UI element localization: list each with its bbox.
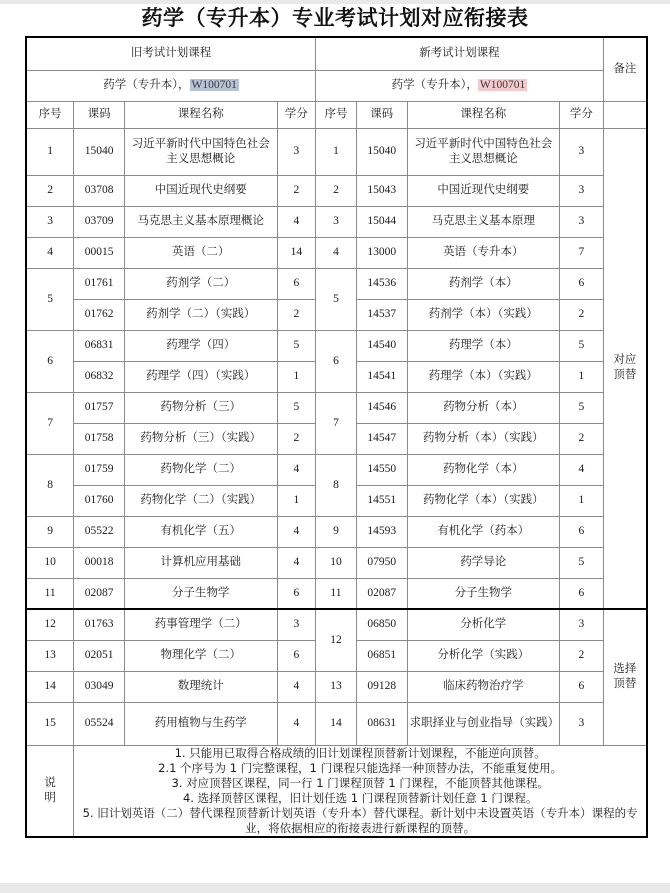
notes-label <box>26 745 74 837</box>
new-code: 07950 <box>356 547 407 578</box>
old-name: 英语（二） <box>125 237 277 268</box>
new-code: 14536 <box>356 268 407 299</box>
old-credit: 4 <box>277 516 316 547</box>
new-code: 14593 <box>356 516 407 547</box>
articulation-table <box>25 36 648 838</box>
old-major-code: W100701 <box>191 79 237 91</box>
old-name: 习近平新时代中国特色社会主义思想概论 <box>125 128 277 175</box>
col-header-old-name: 课程名称 <box>125 101 277 128</box>
old-code: 01762 <box>74 299 125 330</box>
new-code: 14550 <box>356 454 407 485</box>
new-no: 10 <box>316 547 357 578</box>
old-no: 9 <box>26 516 74 547</box>
note-line-1: 1. 只能用已取得合格成绩的旧计划课程顶替新计划课程，不能逆向顶替。 <box>174 745 546 760</box>
old-credit: 6 <box>277 268 316 299</box>
old-no: 11 <box>26 578 74 609</box>
new-credit: 2 <box>560 299 604 330</box>
table-row <box>26 702 647 745</box>
new-name: 分析化学（实践） <box>407 640 559 671</box>
col-header-remark-blank <box>603 101 647 128</box>
old-no: 4 <box>26 237 74 268</box>
old-credit: 1 <box>277 485 316 516</box>
new-credit: 3 <box>560 702 604 745</box>
new-name: 习近平新时代中国特色社会主义思想概论 <box>407 128 559 175</box>
col-header-old-no: 序号 <box>26 101 74 128</box>
table-group-header-row <box>26 37 647 70</box>
old-no: 10 <box>26 547 74 578</box>
new-no: 12 <box>316 609 357 671</box>
note-line-2: 2.1 个序号为 1 门完整课程，1 门课程只能选择一种顶替办法，不能重复使用。 <box>158 760 563 775</box>
old-name: 药物化学（二）（实践） <box>125 485 277 516</box>
remark-optional <box>603 609 647 745</box>
new-no: 6 <box>316 330 357 392</box>
new-code: 09128 <box>356 671 407 702</box>
new-code: 15044 <box>356 206 407 237</box>
old-no: 2 <box>26 175 74 206</box>
new-no: 11 <box>316 578 357 609</box>
table-row <box>26 671 647 702</box>
col-header-old-code: 课码 <box>74 101 125 128</box>
old-no: 6 <box>26 330 74 392</box>
old-credit: 3 <box>277 128 316 175</box>
old-no: 1 <box>26 128 74 175</box>
old-name: 马克思主义基本原理概论 <box>125 206 277 237</box>
new-name: 药物分析（本）（实践） <box>407 423 559 454</box>
new-name: 药物化学（本）（实践） <box>407 485 559 516</box>
new-no: 8 <box>316 454 357 516</box>
new-credit: 5 <box>560 547 604 578</box>
remark-optional-line1: 选择 <box>613 663 637 676</box>
new-name: 英语（专升本） <box>407 237 559 268</box>
new-credit: 6 <box>560 516 604 547</box>
table-row <box>26 454 647 485</box>
new-name: 分析化学 <box>407 609 559 640</box>
old-credit: 5 <box>277 392 316 423</box>
old-code: 01757 <box>74 392 125 423</box>
new-major-label: 药学（专升本）， <box>391 79 478 91</box>
new-name: 药理学（本）（实践） <box>407 361 559 392</box>
new-code: 14547 <box>356 423 407 454</box>
col-header-old-credit: 学分 <box>277 101 316 128</box>
new-code: 06850 <box>356 609 407 640</box>
new-credit: 3 <box>560 128 604 175</box>
table-row <box>26 237 647 268</box>
old-code: 03049 <box>74 671 125 702</box>
old-no: 3 <box>26 206 74 237</box>
old-no: 14 <box>26 671 74 702</box>
old-name: 药物分析（三）（实践） <box>125 423 277 454</box>
new-credit: 2 <box>560 423 604 454</box>
new-no: 3 <box>316 206 357 237</box>
old-name: 数理统计 <box>125 671 277 702</box>
new-code: 14546 <box>356 392 407 423</box>
articulation-table-container <box>25 36 648 838</box>
old-credit: 3 <box>277 609 316 640</box>
old-name: 药物化学（二） <box>125 454 277 485</box>
old-major-cell <box>26 70 316 101</box>
new-name: 求职择业与创业指导（实践） <box>407 702 559 745</box>
new-no: 7 <box>316 392 357 454</box>
new-credit: 3 <box>560 609 604 640</box>
group-header-new-plan: 新考试计划课程 <box>316 37 604 70</box>
note-line-3: 3. 对应顶替区课程，同一行 1 门课程顶替 1 门课程，不能顶替其他课程。 <box>171 775 549 790</box>
old-code: 05524 <box>74 702 125 745</box>
old-name: 药物分析（三） <box>125 392 277 423</box>
old-name: 分子生物学 <box>125 578 277 609</box>
table-row <box>26 268 647 299</box>
notes-row <box>26 745 647 837</box>
old-credit: 4 <box>277 702 316 745</box>
old-name: 药剂学（二）（实践） <box>125 299 277 330</box>
old-code: 01758 <box>74 423 125 454</box>
table-column-header-row <box>26 101 647 128</box>
table-row <box>26 578 647 609</box>
bottom-edge-strip <box>0 883 670 893</box>
old-code: 02087 <box>74 578 125 609</box>
table-row <box>26 330 647 361</box>
new-no: 13 <box>316 671 357 702</box>
table-row <box>26 609 647 640</box>
new-credit: 5 <box>560 392 604 423</box>
old-name: 计算机应用基础 <box>125 547 277 578</box>
old-credit: 2 <box>277 175 316 206</box>
old-code: 01759 <box>74 454 125 485</box>
old-code: 03708 <box>74 175 125 206</box>
new-credit: 6 <box>560 671 604 702</box>
new-code: 08631 <box>356 702 407 745</box>
new-name: 药理学（本） <box>407 330 559 361</box>
new-credit: 5 <box>560 330 604 361</box>
remark-optional-line2: 顶替 <box>613 678 637 691</box>
old-credit: 4 <box>277 206 316 237</box>
notes-body <box>74 745 647 837</box>
new-no: 14 <box>316 702 357 745</box>
new-name: 分子生物学 <box>407 578 559 609</box>
old-credit: 2 <box>277 299 316 330</box>
old-code: 01761 <box>74 268 125 299</box>
new-credit: 6 <box>560 578 604 609</box>
old-credit: 2 <box>277 423 316 454</box>
old-no: 5 <box>26 268 74 330</box>
col-header-new-credit: 学分 <box>560 101 604 128</box>
old-code: 00018 <box>74 547 125 578</box>
old-credit: 14 <box>277 237 316 268</box>
new-no: 9 <box>316 516 357 547</box>
old-code: 01760 <box>74 485 125 516</box>
remark-corresponding-line1: 对应 <box>613 354 637 367</box>
remark-corresponding <box>603 128 647 609</box>
note-line-5: 5. 旧计划英语（二）替代课程顶替新计划英语（专升本）替代课程。新计划中未设置英语（专升本）课程的专业，将依据相应的衔接表进行新课程的顶替。 <box>82 805 638 835</box>
new-code: 13000 <box>356 237 407 268</box>
new-credit: 1 <box>560 485 604 516</box>
note-line-4: 4. 选择顶替区课程，旧计划任选 1 门课程顶替新计划任意 1 门课程。 <box>182 790 538 805</box>
new-credit: 7 <box>560 237 604 268</box>
old-name: 药用植物与生药学 <box>125 702 277 745</box>
old-code: 06832 <box>74 361 125 392</box>
old-name: 药剂学（二） <box>125 268 277 299</box>
old-name: 药事管理学（二） <box>125 609 277 640</box>
old-code: 05522 <box>74 516 125 547</box>
old-code: 02051 <box>74 640 125 671</box>
old-name: 有机化学（五） <box>125 516 277 547</box>
old-code: 15040 <box>74 128 125 175</box>
new-no: 1 <box>316 128 357 175</box>
new-no: 4 <box>316 237 357 268</box>
new-code: 14551 <box>356 485 407 516</box>
old-no: 13 <box>26 640 74 671</box>
col-header-new-no: 序号 <box>316 101 357 128</box>
old-name: 药理学（四） <box>125 330 277 361</box>
notes-label-char-1: 说 <box>44 776 56 789</box>
old-credit: 4 <box>277 671 316 702</box>
new-major-cell <box>316 70 604 101</box>
old-no: 8 <box>26 454 74 516</box>
new-name: 临床药物治疗学 <box>407 671 559 702</box>
new-credit: 4 <box>560 454 604 485</box>
new-credit: 6 <box>560 268 604 299</box>
table-row <box>26 175 647 206</box>
new-code: 15040 <box>356 128 407 175</box>
remark-corresponding-line2: 顶替 <box>613 369 637 382</box>
new-code: 15043 <box>356 175 407 206</box>
old-name: 物理化学（二） <box>125 640 277 671</box>
new-code: 02087 <box>356 578 407 609</box>
old-credit: 6 <box>277 578 316 609</box>
old-credit: 4 <box>277 547 316 578</box>
new-name: 中国近现代史纲要 <box>407 175 559 206</box>
col-header-new-code: 课码 <box>356 101 407 128</box>
new-name: 药物分析（本） <box>407 392 559 423</box>
old-name: 药理学（四）（实践） <box>125 361 277 392</box>
col-header-new-name: 课程名称 <box>407 101 559 128</box>
old-name: 中国近现代史纲要 <box>125 175 277 206</box>
old-credit: 4 <box>277 454 316 485</box>
old-no: 12 <box>26 609 74 640</box>
table-row <box>26 206 647 237</box>
old-credit: 1 <box>277 361 316 392</box>
new-code: 14537 <box>356 299 407 330</box>
old-code: 06831 <box>74 330 125 361</box>
new-major-code: W100701 <box>479 79 526 91</box>
old-code: 03709 <box>74 206 125 237</box>
new-code: 06851 <box>356 640 407 671</box>
group-header-old-plan: 旧考试计划课程 <box>26 37 316 70</box>
old-major-label: 药学（专升本）， <box>103 79 190 91</box>
new-name: 药剂学（本）（实践） <box>407 299 559 330</box>
table-row <box>26 516 647 547</box>
old-no: 7 <box>26 392 74 454</box>
old-code: 01763 <box>74 609 125 640</box>
old-code: 00015 <box>74 237 125 268</box>
new-name: 药剂学（本） <box>407 268 559 299</box>
old-credit: 5 <box>277 330 316 361</box>
new-code: 14540 <box>356 330 407 361</box>
table-row <box>26 128 647 175</box>
new-credit: 3 <box>560 175 604 206</box>
group-header-remark: 备注 <box>603 37 647 101</box>
new-name: 药学导论 <box>407 547 559 578</box>
new-code: 14541 <box>356 361 407 392</box>
new-name: 有机化学（药本） <box>407 516 559 547</box>
page-title: 药学（专升本）专业考试计划对应衔接表 <box>141 6 529 30</box>
new-name: 药物化学（本） <box>407 454 559 485</box>
new-credit: 1 <box>560 361 604 392</box>
old-credit: 6 <box>277 640 316 671</box>
notes-label-char-2: 明 <box>44 791 56 804</box>
table-major-row <box>26 70 647 101</box>
table-row <box>26 547 647 578</box>
new-name: 马克思主义基本原理 <box>407 206 559 237</box>
new-credit: 2 <box>560 640 604 671</box>
new-no: 5 <box>316 268 357 330</box>
new-no: 2 <box>316 175 357 206</box>
new-credit: 3 <box>560 206 604 237</box>
old-no: 15 <box>26 702 74 745</box>
table-row <box>26 392 647 423</box>
